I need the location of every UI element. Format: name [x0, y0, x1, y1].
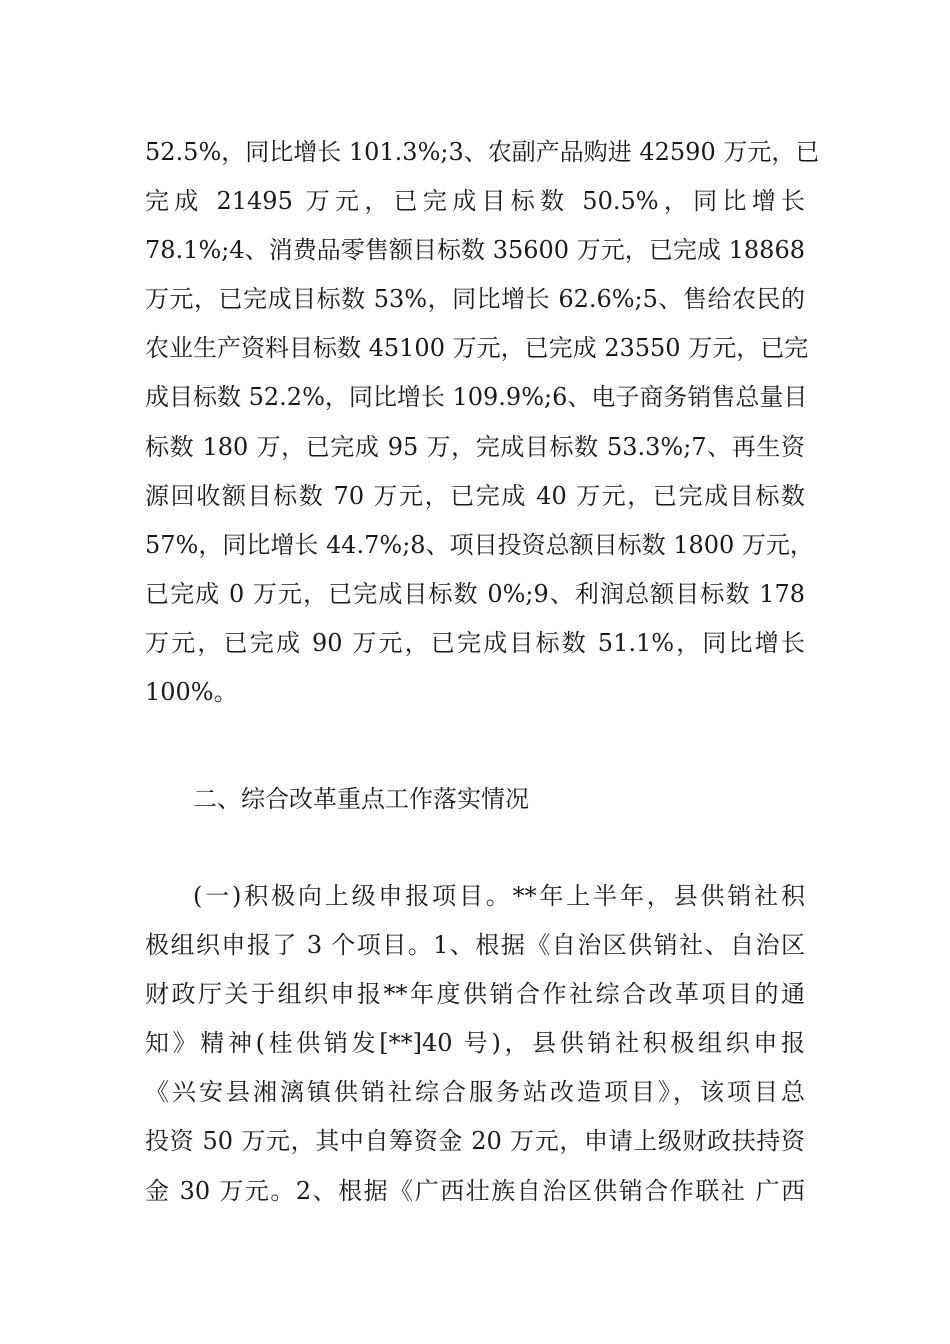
text-line: 万元，已完成目标数 53%，同比增长 62.6%;5、售给农民的 — [145, 285, 805, 314]
text-line: 完成 21495 万元，已完成目标数 50.5%，同比增长 — [145, 187, 805, 216]
text-line: 52.5%，同比增长 101.3%;3、农副产品购进 42590 万元，已 — [145, 138, 820, 166]
body-paragraph-2 — [145, 872, 805, 1216]
text-line: (一)积极向上级申报项目。**年上半年，县供销社积 — [193, 882, 805, 910]
text-line: 标数 180 万，已完成 95 万，完成目标数 53.3%;7、再生资 — [145, 432, 805, 461]
text-line: 57%，同比增长 44.7%;8、项目投资总额目标数 1800 万元， — [145, 530, 814, 559]
text-line: 已完成 0 万元，已完成目标数 0%;9、利润总额目标数 178 — [145, 579, 805, 608]
text-line: 源回收额目标数 70 万元，已完成 40 万元，已完成目标数 — [145, 481, 805, 510]
section-heading — [193, 775, 805, 824]
text-line: 极组织申报了 3 个项目。1、根据《自治区供销社、自治区 — [145, 931, 805, 960]
body-paragraph-1 — [145, 128, 820, 717]
text-line: 78.1%;4、消费品零售额目标数 35600 万元，已完成 18868 — [145, 236, 805, 265]
section-heading-text: 二、综合改革重点工作落实情况 — [193, 785, 529, 813]
text-line: 投资 50 万元，其中自筹资金 20 万元，申请上级财政扶持资 — [145, 1127, 805, 1156]
text-line: 《兴安县湘漓镇供销社综合服务站改造项目》，该项目总 — [145, 1078, 805, 1107]
text-line: 农业生产资料目标数 45100 万元，已完成 23550 万元，已完 — [145, 334, 809, 363]
text-line: 金 30 万元。2、根据《广西壮族自治区供销合作联社 广西 — [145, 1176, 805, 1205]
text-line: 财政厅关于组织申报**年度供销合作社综合改革项目的通 — [145, 980, 805, 1009]
text-line: 100%。 — [145, 678, 238, 707]
text-line: 万元，已完成 90 万元，已完成目标数 51.1%，同比增长 — [145, 628, 805, 657]
text-line: 知》精神(桂供销发[**]40 号)，县供销社积极组织申报 — [145, 1029, 805, 1058]
text-line: 成目标数 52.2%，同比增长 109.9%;6、电子商务销售总量目 — [145, 383, 808, 412]
